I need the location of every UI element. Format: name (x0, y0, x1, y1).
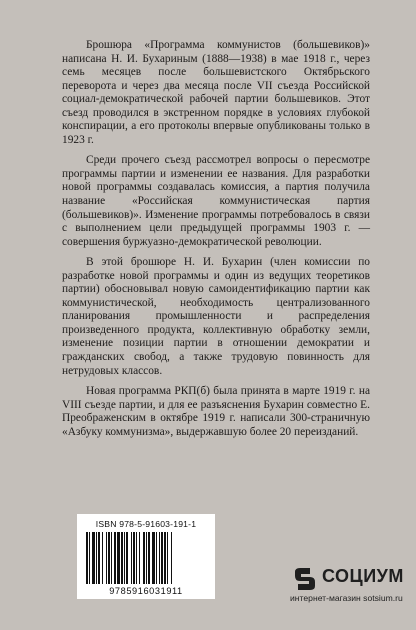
paragraph-2: Среди прочего съезд рассмотрел вопросы о пересмотре программы партии и изменении ее названия. Для разработки новой программы создавалась комиссия, а партия получила название «Российская коммунистическая партия (большевиков)». Изменение программы потребовалось в связи с выполнением цели предыдущей программы 1903 г. — совершения буржуазно-демократической революции. (62, 154, 370, 248)
barcode-bars (86, 532, 206, 584)
ean-digits: 9785916031911 (109, 586, 183, 596)
paragraph-3: В этой брошюре Н. И. Бухарин (член комиссии по разработке новой программы и один из ведущих теоретиков партии) обосновывал новую самоидентификацию партии как коммунистической, необходимость централизованного планирования промышленности и распределения произведенного продукта, коллективную обработку земли, изменение позиции партии в отношении демократии и гражданских свобод, а также трудовую повинность для нетрудовых классов. (62, 256, 370, 377)
paragraph-1: Брошюра «Программа коммунистов (большевиков)» написана Н. И. Бухариным (1888—1938) в мае 1918 г., через семь месяцев после большевистского Октябрьского переворота и через два месяца после VII съезда Российской социал-демократической рабочей партии большевиков. Этот съезд проводился в экстренном порядке в условиях глубокой конспирации, а его протоколы впервые опубликованы только в 1923 г. (62, 39, 370, 146)
sotsium-logo-icon (292, 566, 318, 592)
paragraph-4: Новая программа РКП(б) была принята в марте 1919 г. на VIII съезде партии, и для ее разъяснения Бухарин совместно Е. Преображенским в октябре 1919 г. написали 300-страничную «Азбуку коммунизма», выдержавшую более 20 переизданий. (62, 385, 370, 438)
annotation-text (62, 39, 370, 446)
isbn-label: ISBN 978-5-91603-191-1 (95, 519, 197, 529)
publisher-logo-text: СОЦИУМ (322, 566, 404, 586)
isbn-barcode (77, 514, 215, 599)
shop-caption: интернет-магазин sotsium.ru (290, 593, 403, 603)
